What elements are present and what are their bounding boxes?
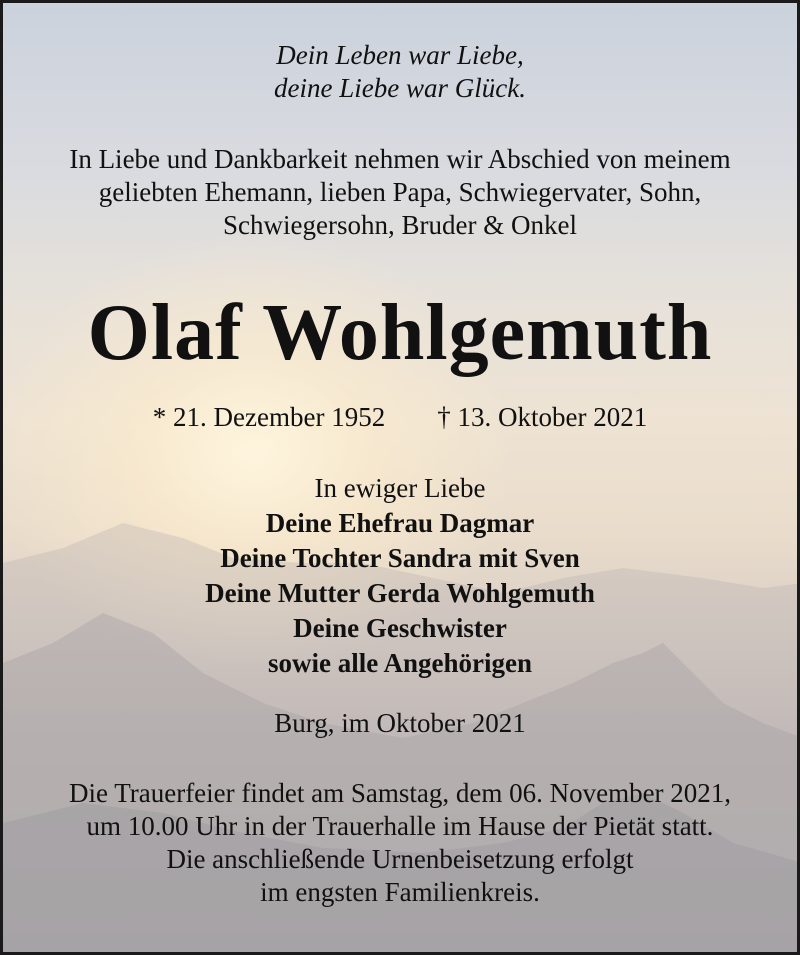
service-line: im engsten Familienkreis.: [260, 877, 540, 907]
service-line: um 10.00 Uhr in der Trauerhalle im Hause der Pietät statt.: [86, 811, 714, 841]
intro-line: In Liebe und Dankbarkeit nehmen wir Abschied von meinem: [69, 144, 731, 174]
mourner: Deine Mutter Gerda Wohlgemuth: [205, 578, 595, 608]
deceased-name: Olaf Wohlgemuth: [87, 289, 713, 377]
service-info: [3, 777, 797, 909]
intro-line: Schwiegersohn, Bruder & Onkel: [223, 210, 577, 240]
place-date: Burg, im Oktober 2021: [274, 708, 526, 738]
mourner: Deine Tochter Sandra mit Sven: [220, 543, 580, 573]
mourners-list: [3, 506, 797, 681]
birth-date: * 21. Dezember 1952: [152, 402, 386, 432]
intro-text: [3, 143, 797, 242]
service-line: Die Trauerfeier findet am Samstag, dem 06. November 2021,: [68, 778, 732, 808]
mourner: Deine Geschwister: [293, 613, 507, 643]
quote-line: Dein Leben war Liebe,: [276, 40, 524, 70]
service-line: Die anschließende Urnenbeisetzung erfolgt: [166, 844, 634, 874]
life-dates: [3, 397, 797, 437]
quote-line: deine Liebe war Glück.: [274, 73, 526, 103]
mourner: Deine Ehefrau Dagmar: [265, 508, 535, 538]
death-date: † 13. Oktober 2021: [437, 402, 648, 432]
mourner: sowie alle Angehörigen: [268, 648, 532, 678]
farewell-line: In ewiger Liebe: [314, 473, 486, 503]
intro-line: geliebten Ehemann, lieben Papa, Schwiegervater, Sohn,: [98, 177, 702, 207]
epitaph-quote: [3, 39, 797, 105]
